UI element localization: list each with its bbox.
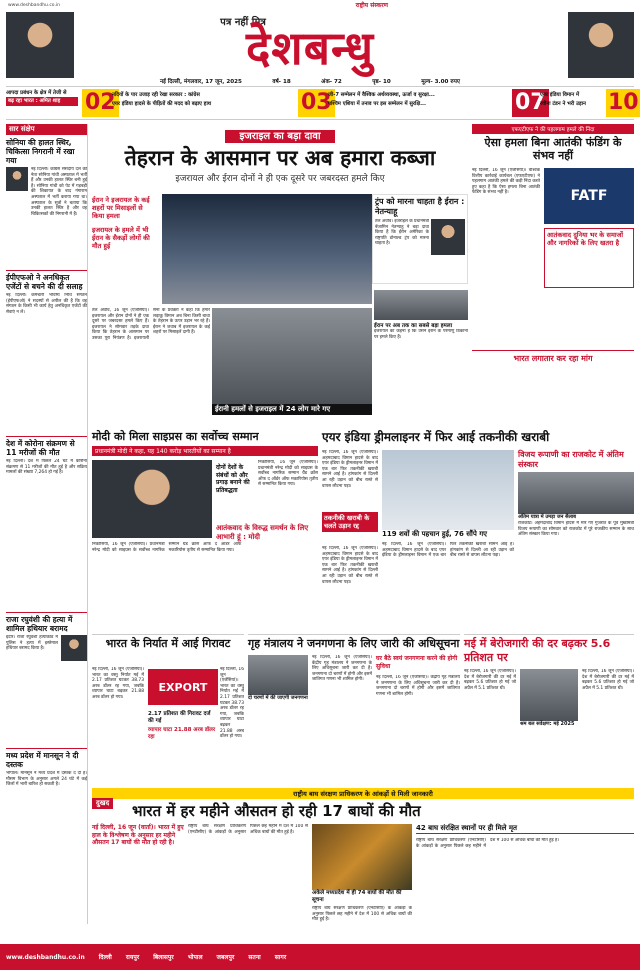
fatf-sub: भारत लगातार कर रहा मांग — [472, 350, 634, 364]
jobs-story: मई में बेरोजगारी की दर बढ़कर 5.6 प्रतिशत पर नई दिल्ली, 16 जून (एजेंसियां)। देश में बेरोजगारी की दर मई में बढ़कर 5.6 प्रतिशत हो गई जो अप्रैल में 5.1 प्रतिशत थी। श्रम बल सर्वेक्षण: मई 2025 नई दिल्ली, 16 जून (एजेंसियां)। देश में बेरोजगारी की दर मई में बढ़कर 5.6 प्रतिशत हो गई जो अप्रैल में 5.1 प्रतिशत थी। — [464, 634, 634, 784]
photo-tiger — [312, 824, 412, 890]
sidebar: सार संक्षेप सोनिया की हालत स्थिर, चिकित्सा निगरानी में रखा गया नई दिल्ली। कांग्रेस संसदीय दल की नेता सोनिया गांधी अस्पताल में भर्ती हैं और उनकी हालत स्थिर बनी हुई है। सोनिया गांधी को पेट में गड़बड़ी की शिकायत के बाद गंगाराम अस्पताल में भर्ती कराया गया था। अस्पताल के सूत्रों ने बताया कि उनकी हालत स्थिर है और वह चिकित्सकों की निगरानी में हैं। ईपीएफओ ने अनधिकृत एजेंटों से बचने की दी सलाह नई दिल्ली। कर्मचारी भविष्य निधि संगठन (ईपीएफओ) ने सदस्यों से अपील की है कि वह संगठन के किसी भी कार्य हेतु अनधिकृत एजेंटों की सेवाएं न लें। देश में कोरोना संक्रमण से 11 मरीजों की मौत नई दिल्ली। देश में पिछले 24 घंटे में कोरोना संक्रमण से 11 मरीजों की मौत हुई है और सक्रिय मामलों की संख्या 7,264 हो गई है। राजा रघुवंशी की हत्या में शामिल हथियार बरामद इंदौर। राजा रघुवंशी हत्याकांड में पुलिस ने हत्या में इस्तेमाल हथियार बरामद किया है। मध्य प्रदेश में मानसून ने दी दस्तक भोपाल। मानसून ने मध्य प्रदेश में दस्तक दे दी है। मौसम विभाग के अनुसार अगले 24 घंटे में कई जिलों में भारी बारिश हो सकती है। — [6, 124, 88, 924]
photo-israel — [212, 308, 372, 404]
sidebar-item3-title[interactable]: देश में कोरोना संक्रमण से 11 मरीजों की मौत — [6, 436, 87, 457]
photo-netanyahu — [431, 219, 465, 255]
airindia-box: तकनीकी खराबी के चलते उड़ान रद्द — [322, 512, 378, 532]
sidebar-item2-title[interactable]: ईपीएफओ ने अनधिकृत एजेंटों से बचने की दी सलाह — [6, 270, 87, 291]
lead-bullet2: इजरायल के हमले में भी ईरान के सैकड़ों लोगों की मौत हुई — [92, 226, 150, 250]
lead-headline[interactable]: तेहरान के आसमान पर अब हमारा कब्जा — [124, 146, 436, 170]
sidebar-header: सार संक्षेप — [6, 124, 87, 135]
export-headline[interactable]: भारत के निर्यात में आई गिरावट — [105, 637, 231, 650]
tiger-box: 42 बाघ संरक्षित स्थानों पर ही मिले मृत — [416, 824, 634, 834]
airindia-caption: 119 शवों की पहचान हुई, 76 सौंपे गए — [382, 530, 488, 538]
website-top[interactable]: www.deshbandhu.co.in — [8, 3, 61, 8]
census-story: गृह मंत्रालय ने जनगणना के लिए जारी की अधिसूचना दो चरणों में की जाएगी जनगणना नई दिल्ली, 16 जून (एजेंसियां)। केंद्रीय गृह मंत्रालय ने जनगणना के लिए अधिसूचना जारी कर दी है। जनगणना दो चरणों में होगी और इसमें जातिगत गणना भी शामिल होगी। घर बैठे स्वयं जनगणना करने की होगी सुविधा नई दिल्ली, 16 जून (एजेंसियां)। केंद्रीय गृह मंत्रालय ने जनगणना के लिए अधिसूचना जारी कर दी है। जनगणना दो चरणों में होगी और इसमें जातिगत गणना भी शामिल होगी। — [248, 634, 460, 784]
trump-box: ट्रंप को मारना चाहता है ईरान : नेतन्याहू तेल अवीव। इजराइल के प्रधानमंत्री बेंजामिन नेतन्याहू ने बड़ा दावा किया है कि ईरान अमेरिका के राष्ट्रपति डोनाल्ड ट्रंप को मारना चाहता है। — [372, 194, 468, 284]
modi-banner: प्रधानमंत्री मोदी ने कहा, यह 140 करोड़ भारतीयों का सम्मान है — [92, 446, 318, 456]
airindia-headline[interactable]: एयर इंडिया ड्रीमलाइनर में फिर आई तकनीकी खराबी — [322, 430, 550, 444]
lead-photo-caption: ईरानी हमलों से इजराइल में 24 लोग मारे गए — [212, 404, 372, 415]
dateline: नई दिल्ली, मंगलवार, 17 जून, 2025 वर्ष- 18 अंक- 72 पृष्ठ- 10 मूल्य- 3.00 रुपए — [160, 79, 460, 85]
photo-sonia — [6, 167, 28, 191]
tiger-strap: राष्ट्रीय बाघ संरक्षण प्राधिकरण के आंकड़ों से मिली जानकारी — [92, 788, 634, 799]
page-no-03[interactable]: 03 — [298, 89, 335, 117]
lead-bullet1: ईरान ने इजरायल के कई शहरों पर मिसाइलों से किया हमला — [92, 196, 150, 220]
sidebar-item5-title[interactable]: मध्य प्रदेश में मानसून ने दी दस्तक — [6, 748, 87, 769]
modi-headline[interactable]: मोदी को मिला साइप्रस का सर्वोच्च सम्मान — [92, 430, 259, 443]
tiger-story: राष्ट्रीय बाघ संरक्षण प्राधिकरण के आंकड़ों से मिली जानकारी दुखद भारत में हर महीने औसतन हो रही 17 बाघों की मौत नई दिल्ली, 16 जून (वार्ता)। भारत में हुए हाल के विश्लेषण के अनुसार हर महीने औसतन 17 बाघों की मौत हो रही है। राष्ट्रीय बाघ संरक्षण प्राधिकरण (एनटीसीए) के आंकड़ों के अनुसार पिछले छह महीने में देश में 100 से अधिक बाघों की मौत हुई है। अकेले मध्यप्रदेश में ही 74 बाघों की मौत की सूचना राष्ट्रीय बाघ संरक्षण प्राधिकरण (एनटीसीए) के आंकड़ों के अनुसार पिछले छह महीने में देश में 100 से अधिक बाघों की मौत हुई है। 42 बाघ संरक्षित स्थानों पर ही मिले मृत राष्ट्रीय बाघ संरक्षण प्राधिकरण (एनटीसीए) के आंकड़ों के अनुसार पिछले छह महीने में देश में 100 से अधिक बाघों की मौत हुई है। — [92, 788, 634, 938]
photo-modi — [92, 460, 212, 538]
census-headline[interactable]: गृह मंत्रालय ने जनगणना के लिए जारी की अधिसूचना — [248, 637, 460, 650]
tiger-lead: नई दिल्ली, 16 जून (वार्ता)। भारत में हुए हाल के विश्लेषण के अनुसार हर महीने औसतन 17 बाघों की मौत हो रही है। — [92, 824, 184, 846]
lead-subhead: इजरायल और ईरान दोनों ने ही एक दूसरे पर जबरदस्त हमले किए — [175, 174, 385, 184]
lead-body: तेल अवीव, 16 जून (एजेंसियां)। इजरायल और ईरान दोनों ने ही एक दूसरे पर जबरदस्त हमले किए हैं। इजरायल ने सोमवार तड़के दावा किया कि तेहरान के आसमान पर उसका पूरा नियंत्रण है। इजरायली सेना के प्रवक्ता ने कहा कि हमारे लड़ाकू विमान अब बिना किसी बाधा के तेहरान के ऊपर उड़ान भर रहे हैं। ईरान ने जवाब में इजरायल के कई शहरों पर मिसाइलें दागी हैं। — [92, 308, 210, 341]
fatf-headline[interactable]: ऐसा हमला बिना आतंकी फंडिंग के संभव नहीं — [484, 136, 622, 162]
photo-airplane — [382, 450, 514, 530]
masthead-logo: देशबन्धु — [245, 21, 374, 75]
footer-website[interactable]: www.deshbandhu.co.in — [6, 953, 85, 961]
export-label: EXPORT — [148, 669, 218, 705]
photo-actress — [568, 12, 634, 78]
export-story: भारत के निर्यात में आई गिरावट नई दिल्ली, 16 जून (एजेंसियां)। भारत का वस्तु निर्यात मई में 2.17 प्रतिशत घटकर 38.73 अरब डॉलर रह गया, जबकि व्यापार घाटा बढ़कर 21.88 अरब डॉलर हो गया। EXPORT 2.17 प्रतिशत की गिरावट दर्ज की गई व्यापार घाटा 21.88 अरब डॉलर रहा नई दिल्ली, 16 जून (एजेंसियां)। भारत का वस्तु निर्यात मई में 2.17 प्रतिशत घटकर 38.73 अरब डॉलर रह गया, जबकि व्यापार घाटा बढ़कर 21.88 अरब डॉलर हो गया। — [92, 634, 244, 784]
photo-iran — [374, 290, 468, 320]
tiger-headline[interactable]: भारत में हर महीने औसतन हो रही 17 बाघों की मौत — [132, 802, 421, 820]
lead-kicker: इजराइल का बड़ा दावा — [225, 130, 334, 143]
index-ribbon: आपदा प्रबंधन के क्षेत्र में तेजी से बढ़ रहा भारत : अमित शाह 02 नदियों के पार उजाड़ रही रेखा सरकार : कांग्रेस एयर इंडिया हादसे के पीड़ितों की मदद को बढ़ाए हाथ 03 जी-7 सम्मेलन में वैश्विक अर्थव्यवस्था, ऊर्जा व सुरक्षा... पश्चिम एशिया में तनाव पर इस सम्मेलन में सुरक्षि... 07 एयर इंडिया विमान में रवीना टंडन ने भरी उड़ान 10 — [6, 86, 634, 120]
modi-sub: आतंकवाद के विरुद्ध समर्थन के लिए आभारी हूं : मोदी — [216, 524, 309, 541]
lead-story: इजराइल का बड़ा दावा तेहरान के आसमान पर अब हमारा कब्जा इजरायल और ईरान दोनों ने ही एक दूसरे पर जबरदस्त हमले किए ईरान ने इजरायल के कई शहरों पर मिसाइलों से किया हमला इजरायल के हमले में भी ईरान के सैकड़ों लोगों की मौत हुई ट्रंप को मारना चाहता है ईरान : नेतन्याहू तेल अवीव। इजराइल के प्रधानमंत्री बेंजामिन नेतन्याहू ने बड़ा दावा किया है कि ईरान अमेरिका के राष्ट्रपति डोनाल्ड ट्रंप को मारना चाहता है। तेल अवीव, 16 जून (एजेंसियां)। इजरायल और ईरान दोनों ने ही एक दूसरे पर जबरदस्त हमले किए हैं। इजरायल ने सोमवार तड़के दावा किया कि तेहरान के आसमान पर उसका पूरा नियंत्रण है। इजरायली सेना के प्रवक्ता ने कहा कि हमारे लड़ाकू विमान अब बिना किसी बाधा के तेहरान के ऊपर उड़ान भर रहे हैं। ईरान ने जवाब में इजरायल के कई शहरों पर मिसाइलें दागी हैं। ईरानी हमलों से इजराइल में 24 लोग मारे गए ईरान पर अब तक का सबसे बड़ा हमला इजरायल का कहना है कि उसने ईरान के परमाणु ठिकानों पर हमले किए हैं। — [92, 124, 468, 424]
sidebar-item1-title[interactable]: सोनिया की हालत स्थिर, चिकित्सा निगरानी में रखा गया — [6, 138, 75, 165]
photo-census — [248, 655, 308, 695]
rupani-story: विजय रूपाणी का राजकोट में अंतिम संस्कार अंतिम यात्रा में उमड़ा जन सैलाब राजकोट। अहमदाबाद विमान हादसे में मारे गए गुजरात के पूर्व मुख्यमंत्री विजय रूपाणी का सोमवार को राजकोट में पूरे राजकीय सम्मान के साथ अंतिम संस्कार किया गया। — [518, 450, 634, 538]
page-no-07[interactable]: 07 — [512, 89, 549, 117]
page-no-10[interactable]: 10 — [608, 90, 639, 115]
tiger-tag: दुखद — [92, 798, 113, 809]
sidebar-item4-title[interactable]: राजा रघुवंशी की हत्या में शामिल हथियार बरामद — [6, 612, 87, 633]
edition-label: राष्ट्रीय संस्करण — [355, 2, 388, 9]
jobs-headline[interactable]: मई में बेरोजगारी की दर बढ़कर 5.6 प्रतिशत पर — [464, 637, 611, 664]
fatf-quote: आतंकवाद दुनिया भर के समाजों और नागरिकों के लिए खतरा है — [544, 228, 634, 288]
modi-story: मोदी को मिला साइप्रस का सर्वोच्च सम्मान प्रधानमंत्री मोदी ने कहा, यह 140 करोड़ भारतीयों का सम्मान है दोनों देशों के संबंधों को और प्रगाढ़ बनाने की प्रतिबद्धता निकोसिया, 16 जून (एजेंसियां)। प्रधानमंत्री नरेन्द्र मोदी को साइप्रस के सर्वोच्च नागरिक सम्मान ग्रैंड क्रॉस ऑफ द ऑर्डर ऑफ मकारियोस तृतीय से सम्मानित किया गया। आतंकवाद के विरुद्ध समर्थन के लिए आभारी हूं : मोदी निकोसिया, 16 जून (एजेंसियां)। प्रधानमंत्री नरेन्द्र मोदी को साइप्रस के सर्वोच्च नागरिक सम्मान ग्रैंड क्रॉस ऑफ द ऑर्डर ऑफ मकारियोस तृतीय से सम्मानित किया गया। — [92, 430, 318, 553]
photo-jobs — [520, 669, 578, 721]
photo-missiles — [162, 194, 372, 304]
page-no-02[interactable]: 02 — [82, 89, 119, 117]
footer: www.deshbandhu.co.in दिल्ली रायपुर बिलासपुर भोपाल जबलपुर सतना सागर — [0, 944, 640, 970]
photo-raja — [61, 635, 87, 661]
top-strip — [8, 3, 628, 11]
fatf-logo: FATF — [544, 168, 634, 224]
motto: पत्र नहीं मित्र — [220, 17, 266, 28]
airindia-story: एयर इंडिया ड्रीमलाइनर में फिर आई तकनीकी खराबी नई दिल्ली, 16 जून (एजेंसियां)। अहमदाबाद विमान हादसे के बाद एयर इंडिया के ड्रीमलाइनर विमान में एक बार फिर तकनीकी खराबी सामने आई है। हांगकांग से दिल्ली आ रही उड़ान को बीच रास्ते से वापस लौटना पड़ा। तकनीकी खराबी के चलते उड़ान रद्द नई दिल्ली, 16 जून (एजेंसियां)। अहमदाबाद विमान हादसे के बाद एयर इंडिया के ड्रीमलाइनर विमान में एक बार फिर तकनीकी खराबी सामने आई है। हांगकांग से दिल्ली आ रही उड़ान को बीच रास्ते से वापस लौटना पड़ा। 119 शवों की पहचान हुई, 76 सौंपे गए नई दिल्ली, 16 जून (एजेंसियां)। अहमदाबाद विमान हादसे के बाद एयर इंडिया के ड्रीमलाइनर विमान में एक बार फिर तकनीकी खराबी सामने आई है। हांगकांग से दिल्ली आ रही उड़ान को बीच रास्ते से वापस लौटना पड़ा। विजय रूपाणी का राजकोट में अंतिम संस्कार अंतिम यात्रा में उमड़ा जन सैलाब राजकोट। अहमदाबाद विमान हादसे में मारे गए गुजरात के पूर्व मुख्यमंत्री विजय रूपाणी का सोमवार को राजकोट में पूरे राजकीय सम्मान के साथ अंतिम संस्कार किया गया। — [322, 430, 634, 630]
photo-minister — [6, 12, 74, 78]
photo-rupani — [518, 472, 634, 514]
fatf-story: एफएटीएफ ने की पहलगाम हमले की निंदा ऐसा हमला बिना आतंकी फंडिंग के संभव नहीं नई दिल्ली, 16 जून (एजेंसियां)। वैश्विक वित्तीय कार्रवाई कार्यबल (एफएटीएफ) ने पहलगाम आतंकी हमले की कड़ी निंदा करते हुए कहा है कि ऐसा हमला बिना आतंकी फंडिंग के संभव नहीं है। FATF आतंकवाद दुनिया भर के समाजों और नागरिकों के लिए खतरा है भारत लगातार कर रहा मांग — [472, 124, 634, 424]
modi-quote: दोनों देशों के संबंधों को और प्रगाढ़ बनाने की प्रतिबद्धता — [216, 464, 250, 494]
